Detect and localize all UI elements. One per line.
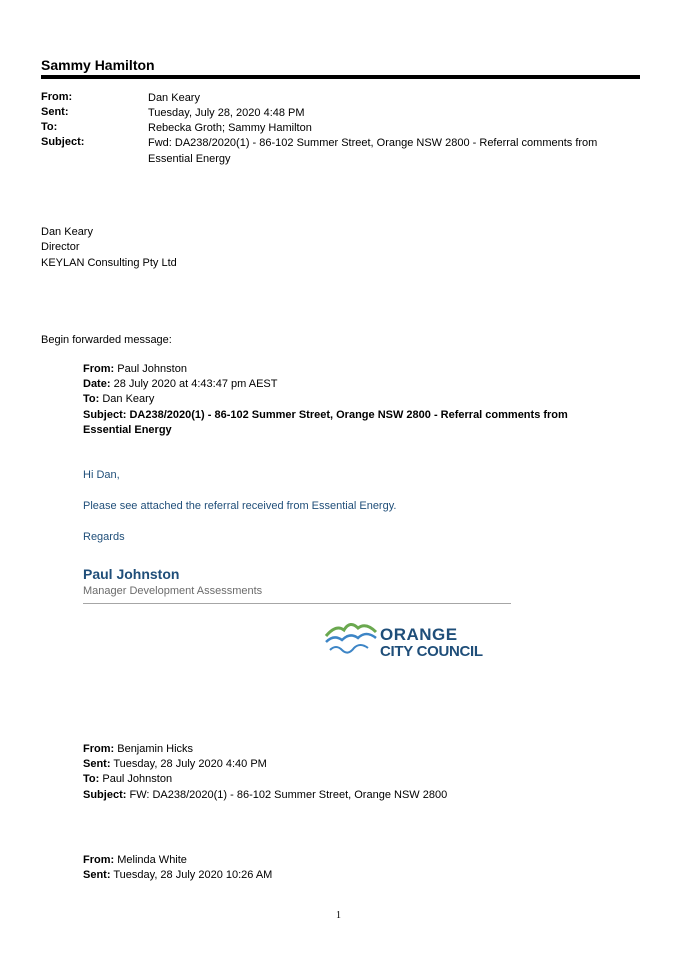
council-signature-name: Paul Johnston [83,566,180,582]
subject-label: Subject: [41,136,85,148]
fwd3-sent-value: Tuesday, 28 July 2020 10:26 AM [113,869,273,881]
fwd2-to-line [83,772,603,787]
fwd1-to-line [83,392,603,407]
fwd2-sent-value: Tuesday, 28 July 2020 4:40 PM [113,758,267,770]
fwd2-subject-line [83,788,603,803]
signature-company: KEYLAN Consulting Pty Ltd [41,257,177,269]
begin-forwarded-text: Begin forwarded message: [41,334,172,346]
fwd1-date-label: Date: [83,378,111,390]
fwd2-sent-label: Sent: [83,758,111,770]
fwd2-to-value: Paul Johnston [102,773,173,785]
council-signature-title: Manager Development Assessments [83,585,263,597]
sent-value: Tuesday, July 28, 2020 4:48 PM [148,107,305,119]
closing: Regards [83,531,125,543]
subject-value: Fwd: DA238/2020(1) - 86-102 Summer Street, Orange NSW 2800 - Referral comments from Essential Energy [148,137,598,165]
fwd2-from-value: Benjamin Hicks [117,743,194,755]
fwd3-sent-label: Sent: [83,869,111,881]
header-rule [41,75,640,79]
fwd2-subject-value: FW: DA238/2020(1) - 86-102 Summer Street, Orange NSW 2800 [129,789,448,801]
signature-title: Director [41,241,80,253]
logo-text-city-council: CITY COUNCIL [380,643,483,660]
fwd2-to-label: To: [83,773,100,785]
fwd1-date-line [83,377,603,392]
fwd2-subject-label: Subject: [83,789,127,801]
fwd3-sent-line [83,868,603,883]
message-text: Please see attached the referral received from Essential Energy. [83,500,397,512]
logo-text-orange: ORANGE [380,625,458,644]
fwd1-to-value: Dan Keary [102,393,155,405]
sent-label: Sent: [41,106,69,118]
signature-name: Dan Keary [41,226,93,238]
fwd1-from-line [83,362,603,377]
to-value: Rebecka Groth; Sammy Hamilton [148,122,312,134]
fwd3-from-value: Melinda White [117,854,187,866]
fwd3-from-line [83,853,603,868]
fwd1-date-value: 28 July 2020 at 4:43:47 pm AEST [113,378,278,390]
fwd2-sent-line [83,757,603,772]
to-label: To: [41,121,58,133]
mailbox-owner-name: Sammy Hamilton [41,57,155,73]
fwd1-to-label: To: [83,393,100,405]
fwd2-from-line [83,742,603,757]
fwd1-subject-label: Subject: [83,409,127,421]
fwd2-from-label: From: [83,743,115,755]
fwd1-subject-line [83,408,583,438]
from-value: Dan Keary [148,92,200,104]
fwd1-from-label: From: [83,363,115,375]
from-label: From: [41,91,73,103]
fwd3-from-label: From: [83,854,115,866]
page-number: 1 [336,910,341,921]
signature-divider [83,603,511,604]
fwd1-from-value: Paul Johnston [117,363,187,375]
fwd1-subject-value: DA238/2020(1) - 86-102 Summer Street, Orange NSW 2800 - Referral comments from Essential Energy [83,409,568,436]
greeting: Hi Dan, [83,469,120,481]
